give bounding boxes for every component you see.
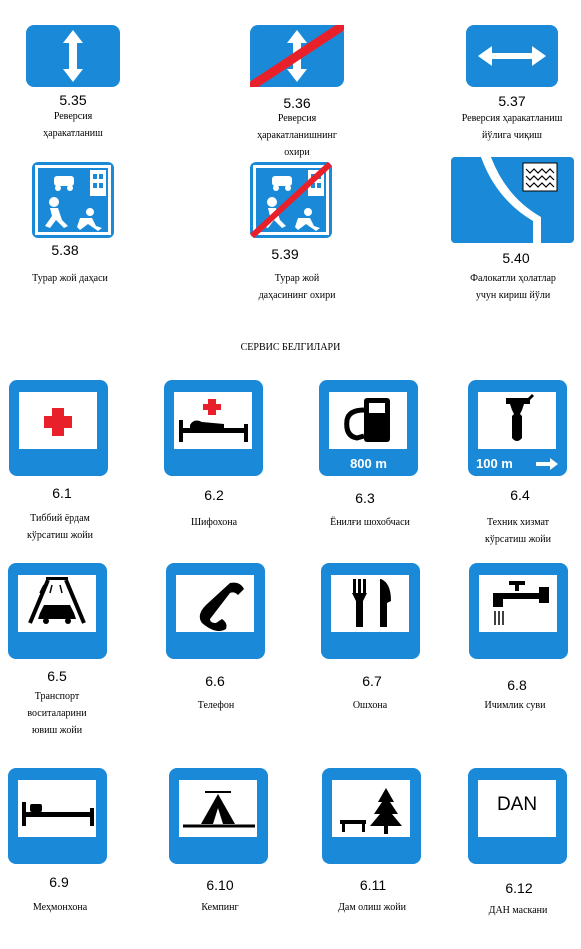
tent-icon [169, 768, 268, 864]
sign-6-11 [322, 768, 421, 864]
sign-5-35 [26, 25, 120, 87]
sign-6-5 [8, 563, 107, 659]
hospital-bed-icon [164, 380, 263, 476]
sign-6-9 [8, 768, 107, 864]
sign-caption: Техник хизмат кўрсатиш жойи [485, 517, 551, 545]
sign-number: 5.38 [51, 242, 79, 258]
sign-number: 6.2 [204, 487, 224, 503]
sign-caption: Реверсия ҳаракатланишнинг охири [257, 113, 337, 158]
sign-6-3 [319, 380, 418, 476]
bed-icon [8, 768, 107, 864]
sign-caption: Ёнилғи шохобчаси [330, 517, 410, 528]
sign-6-2 [164, 380, 263, 476]
sign-number: 5.39 [271, 246, 299, 262]
sign-number: 6.3 [355, 490, 375, 506]
sign-caption: Турар жой даҳасининг охири [258, 273, 336, 301]
sign-caption: Ошхона [352, 700, 388, 711]
dan-label: DAN [496, 794, 538, 815]
sign-caption: Ичимлик суви [484, 700, 546, 711]
sign-caption: Меҳмонхона [32, 902, 88, 913]
sign-6-12 [468, 768, 567, 864]
sign-caption: ДАН маскани [488, 905, 548, 916]
sign-6-1 [9, 380, 108, 476]
sign-number: 5.35 [59, 92, 87, 108]
telephone-icon [166, 563, 265, 659]
sign-number: 6.6 [205, 673, 225, 689]
sign-caption: Фалокатли ҳолатлар учун кириш йўли [470, 273, 556, 301]
sign-number: 6.7 [362, 673, 382, 689]
sign-number: 6.8 [507, 677, 527, 693]
sign-caption: Кемпинг [201, 902, 239, 913]
sign-5-36 [250, 25, 344, 87]
distance-label: 800 m [350, 456, 387, 471]
sign-number: 6.11 [359, 877, 387, 893]
sign-6-6 [166, 563, 265, 659]
horizontal-double-arrow-icon [466, 25, 558, 87]
vertical-double-arrow-crossed-icon [250, 25, 344, 87]
fork-knife-icon [321, 563, 420, 659]
sign-caption: Тиббий ёрдам кўрсатиш жойи [27, 513, 93, 541]
sign-number: 6.10 [206, 877, 234, 893]
sign-5-38 [32, 162, 114, 238]
sign-number: 6.4 [510, 487, 530, 503]
sign-6-4 [468, 380, 567, 476]
water-tap-icon [469, 563, 568, 659]
sign-6-8 [469, 563, 568, 659]
sign-caption: Шифохона [190, 517, 238, 528]
sign-5-39 [250, 162, 332, 238]
sign-6-10 [169, 768, 268, 864]
residential-zone-icon [32, 162, 114, 238]
residential-zone-end-icon [250, 162, 332, 238]
arrow-right-icon [468, 380, 567, 476]
sign-caption: Телефон [197, 700, 235, 711]
sign-number: 6.9 [49, 874, 69, 890]
car-wash-icon [8, 563, 107, 659]
sign-number: 5.36 [283, 95, 311, 111]
picnic-tree-icon [322, 768, 421, 864]
vertical-double-arrow-icon [26, 25, 120, 87]
sign-caption: Дам олиш жойи [338, 902, 406, 913]
distance-label: 100 m [476, 456, 513, 471]
sign-number: 5.37 [498, 93, 526, 109]
sign-caption: Турар жой даҳаси [32, 273, 108, 284]
sign-number: 5.40 [502, 250, 530, 266]
sign-number: 6.1 [52, 485, 72, 501]
sign-caption: Реверсия ҳаракатланиш [43, 111, 103, 139]
sign-caption: Реверсия ҳаракатланиш йўлига чиқиш [461, 113, 563, 141]
sign-caption: Транспорт воситаларини ювиш жойи [27, 691, 87, 736]
red-cross-icon [9, 380, 108, 476]
emergency-exit-road-icon [451, 157, 574, 243]
sign-5-37 [466, 25, 558, 87]
sign-5-40 [451, 157, 574, 243]
sign-number: 6.5 [47, 668, 67, 684]
sign-6-7 [321, 563, 420, 659]
section-title: СЕРВИС БЕЛГИЛАРИ [240, 342, 341, 353]
sign-number: 6.12 [505, 880, 533, 896]
